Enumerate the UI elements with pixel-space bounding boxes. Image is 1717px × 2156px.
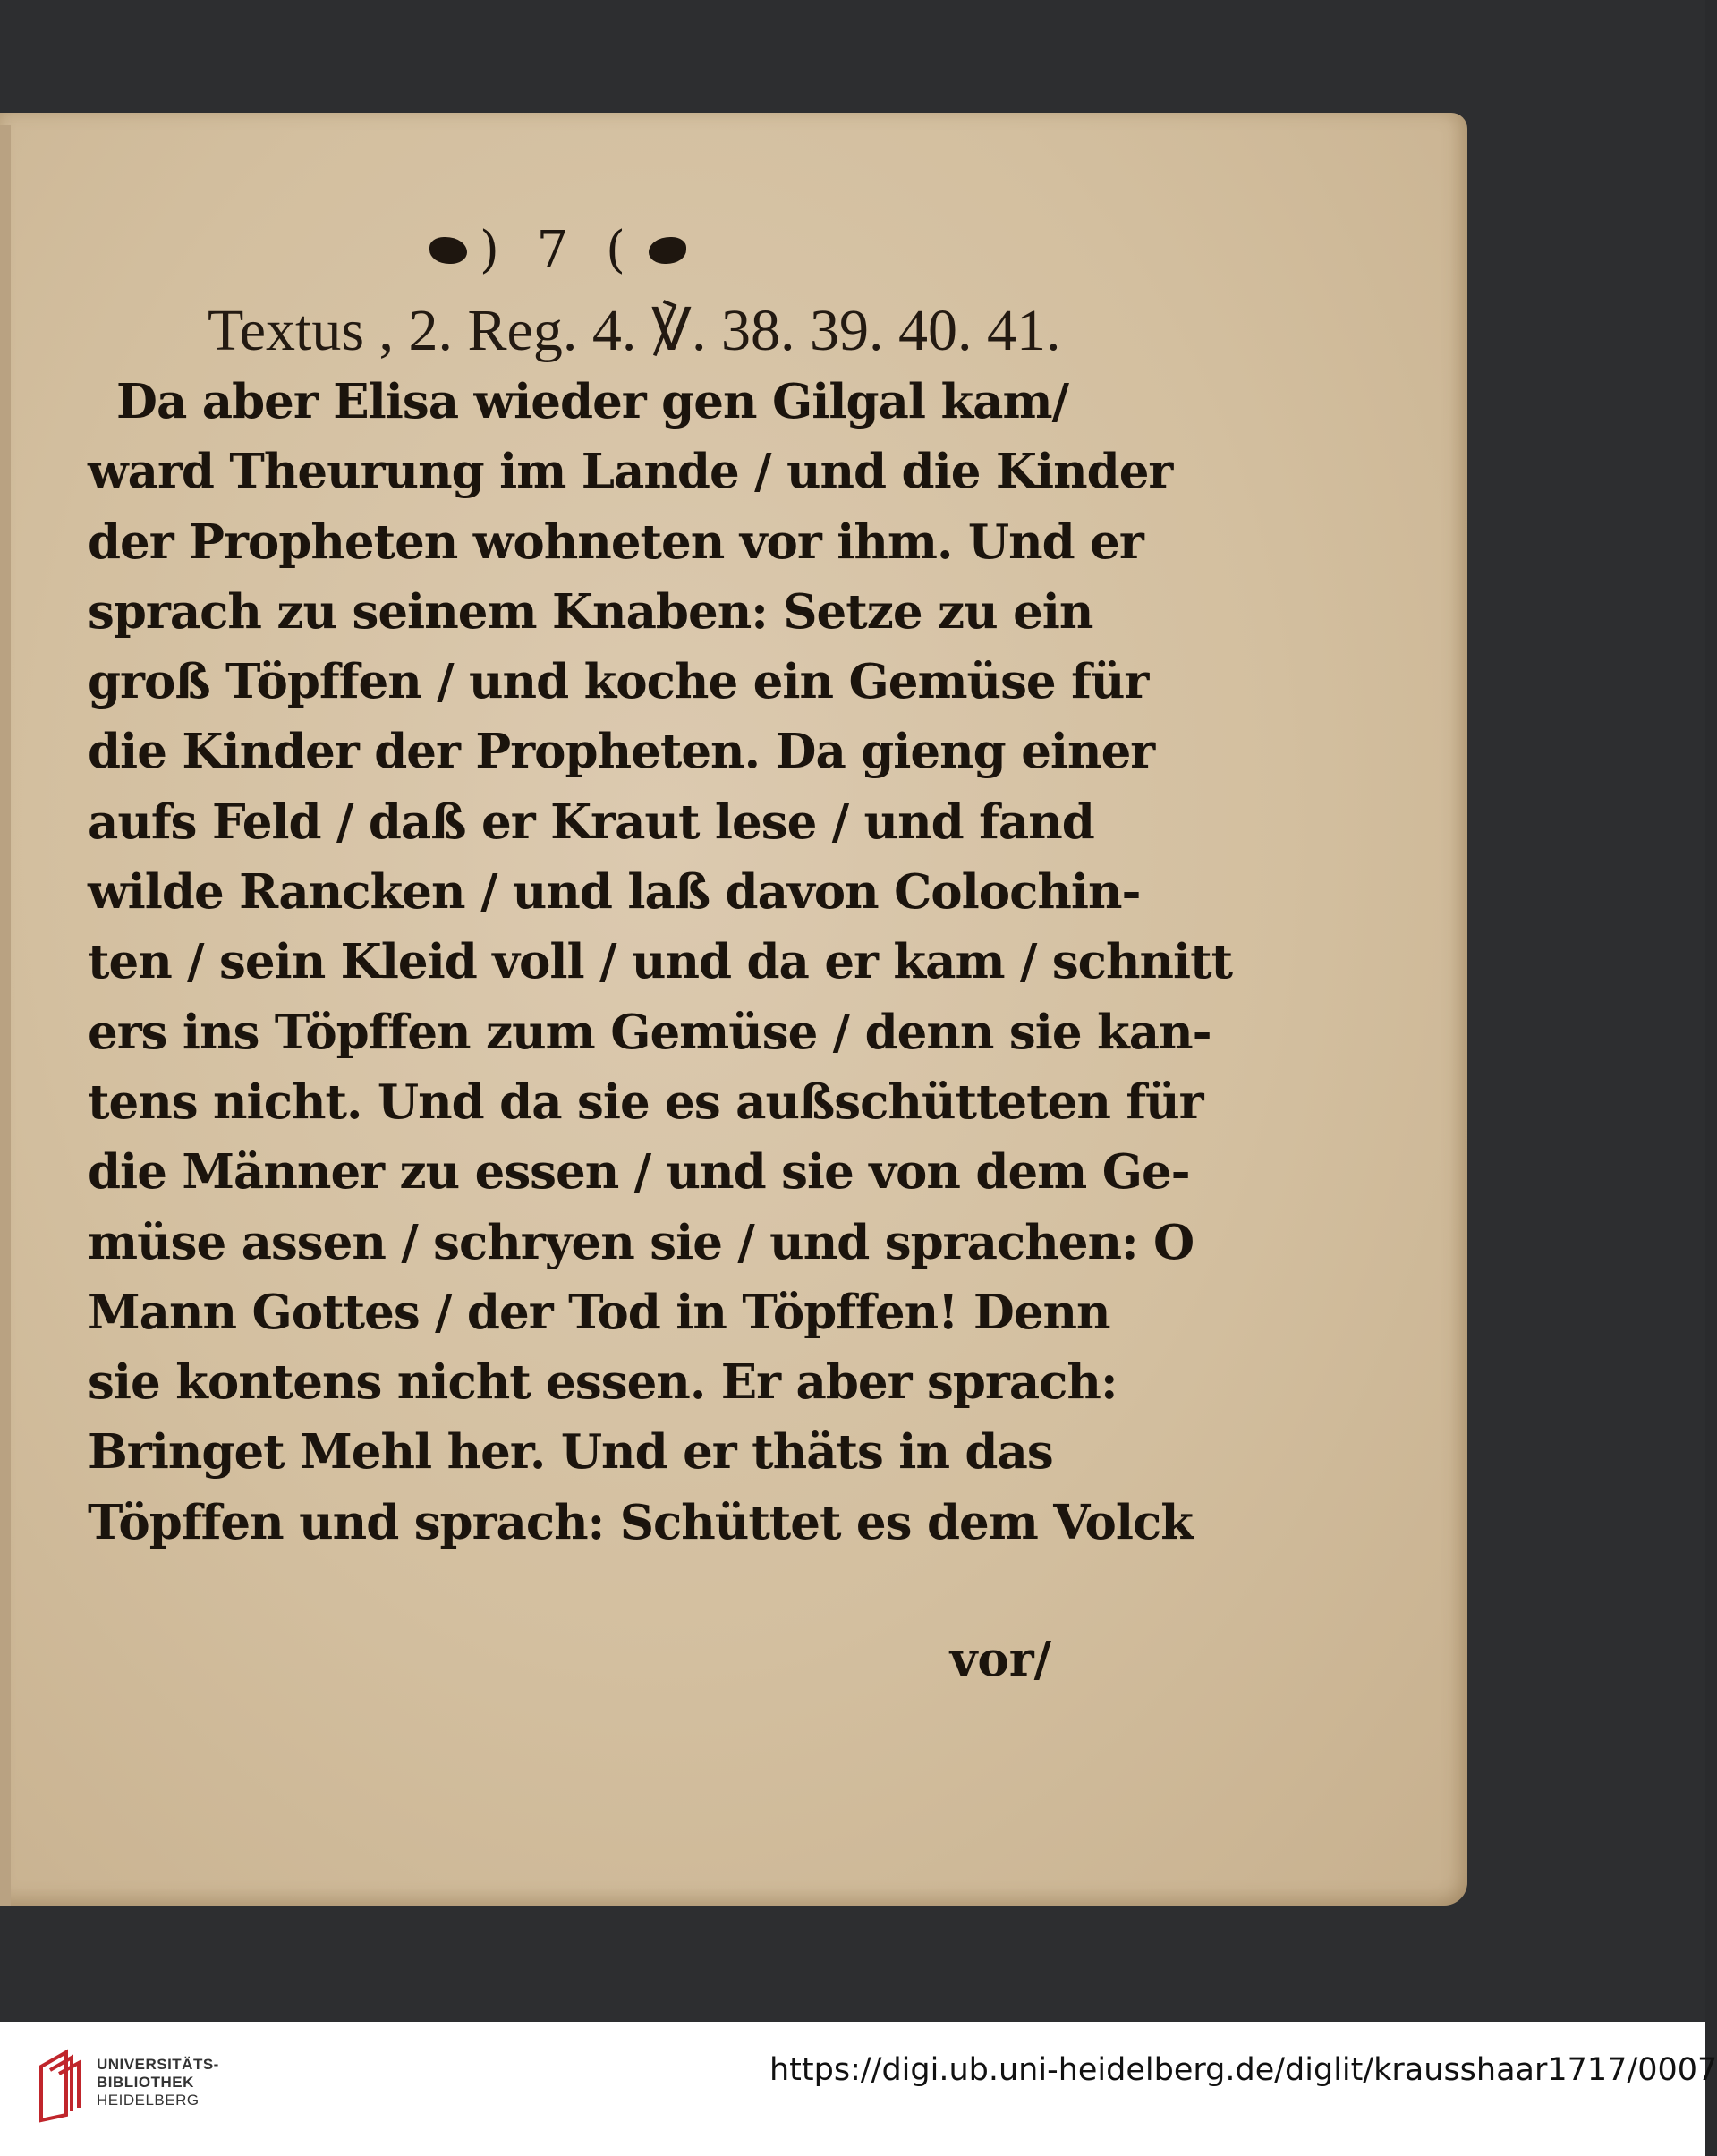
verse-reference: Textus , 2. Reg. 4. ℣. 38. 39. 40. 41. (208, 298, 1061, 363)
text-line: ten / sein Kleid voll / und da er kam / schnitt (88, 934, 1233, 990)
page-gutter (0, 125, 11, 1906)
library-logo-icon[interactable] (36, 2049, 93, 2124)
logo-line: UNIVERSITÄTS- (97, 2056, 219, 2073)
library-logo-text[interactable] (97, 2056, 293, 2109)
ornament-left-icon (429, 237, 467, 264)
text-line: ers ins Töpffen zum Gemüse / denn sie kan- (88, 1004, 1211, 1060)
text-line: der Propheten wohneten vor ihm. Und er (88, 514, 1143, 570)
text-line: Bringet Mehl her. Und er thäts in das (88, 1424, 1053, 1481)
text-line: die Männer zu essen / und sie von dem Ge- (88, 1144, 1190, 1201)
page-header (429, 221, 698, 279)
text-line: Mann Gottes / der Tod in Töpffen! Denn (88, 1284, 1110, 1340)
permalink-url[interactable]: https://digi.ub.uni-heidelberg.de/diglit/krausshaar1717/0007 (769, 2052, 1717, 2088)
page-number: ) 7 ( (480, 221, 636, 279)
text-line: müse assen / schryen sie / und sprachen: O (88, 1214, 1194, 1270)
text-line: sie kontens nicht essen. Er aber sprach: (88, 1354, 1118, 1411)
logo-line: BIBLIOTHEK (97, 2074, 194, 2091)
text-line: sprach zu seinem Knaben: Setze zu ein (88, 583, 1093, 640)
text-line: ward Theurung im Lande / und die Kinder (88, 444, 1173, 500)
text-line: tens nicht. Und da sie es außschütteten für (88, 1074, 1203, 1130)
body-text (88, 367, 1233, 1628)
text-line: die Kinder der Propheten. Da gieng einer (88, 724, 1155, 780)
text-line: aufs Feld / daß er Kraut lese / und fand (88, 794, 1094, 850)
text-line: wilde Rancken / und laß davon Colochin- (88, 864, 1141, 921)
ornament-right-icon (649, 237, 686, 264)
text-line: groß Töpffen / und koche ein Gemüse für (88, 654, 1149, 710)
catchword: vor/ (949, 1632, 1051, 1687)
text-line: Töpffen und sprach: Schüttet es dem Volck (88, 1494, 1193, 1550)
logo-line: HEIDELBERG (97, 2092, 200, 2109)
text-line: Da aber Elisa wieder gen Gilgal kam/ (116, 374, 1068, 429)
